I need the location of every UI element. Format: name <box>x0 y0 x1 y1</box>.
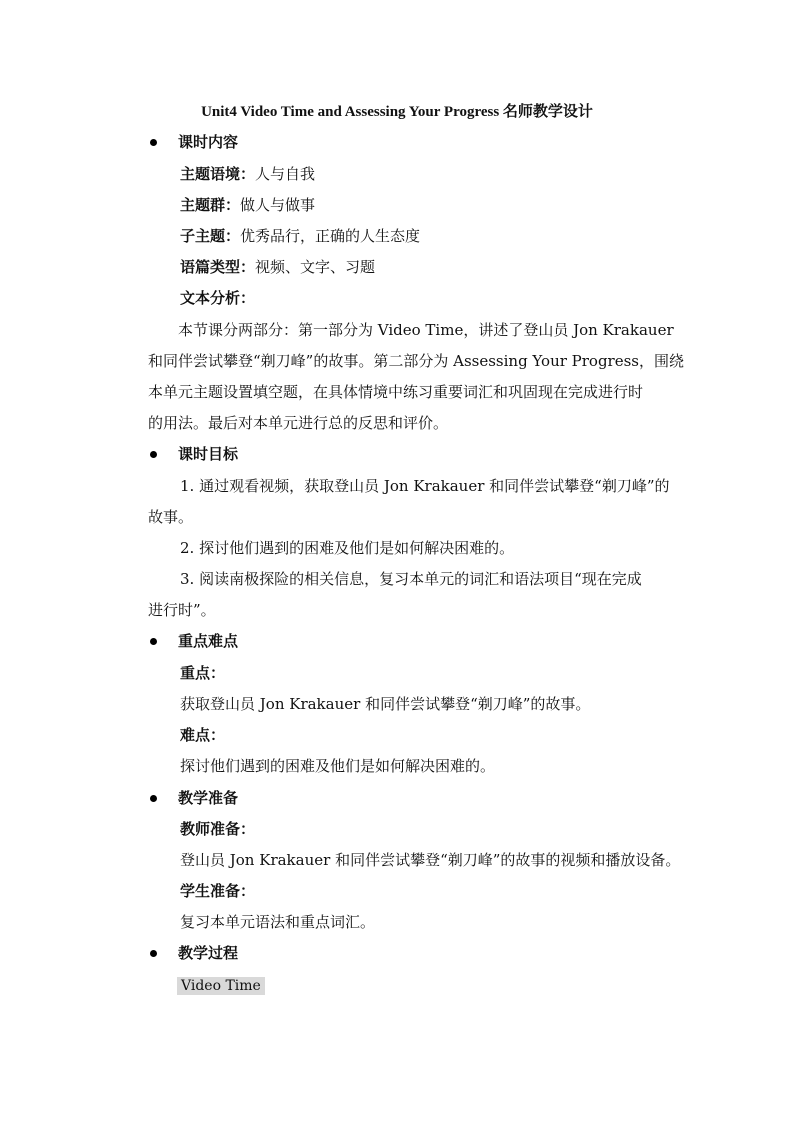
section-heading-content: 课时内容 <box>178 133 239 151</box>
objective-item-1-cont: 故事。 <box>148 508 194 526</box>
key-point-label: 重点： <box>180 664 226 682</box>
sub-theme-row <box>180 225 420 247</box>
difficult-point-label: 难点： <box>180 726 226 744</box>
video-time-highlight: Video Time <box>177 977 265 995</box>
key-point-text: 获取登山员 Jon Krakauer 和同伴尝试攀登“剃刀峰”的故事。 <box>180 695 591 713</box>
student-prep-label: 学生准备： <box>180 882 256 900</box>
objective-item-2: 2. 探讨他们遇到的困难及他们是如何解决困难的。 <box>180 539 515 557</box>
bullet-icon <box>150 638 157 645</box>
theme-context-value: 人与自我 <box>255 165 316 183</box>
text-type-value: 视频、文字、习题 <box>255 258 376 276</box>
bullet-icon <box>150 451 157 458</box>
bullet-icon <box>150 950 157 957</box>
section-heading-objectives: 课时目标 <box>178 445 239 463</box>
bullet-icon <box>150 139 157 146</box>
analysis-line: 本单元主题设置填空题，在具体情境中练习重要词汇和巩固现在完成进行时 <box>148 383 644 401</box>
analysis-line: 的用法。最后对本单元进行总的反思和评价。 <box>148 414 449 432</box>
bullet-icon <box>150 795 157 802</box>
section-heading-process: 教学过程 <box>178 944 239 962</box>
sub-theme-label: 子主题： <box>180 227 241 245</box>
analysis-label: 文本分析： <box>180 289 256 307</box>
objective-item-3: 3. 阅读南极探险的相关信息，复习本单元的词汇和语法项目“现在完成 <box>180 570 642 588</box>
theme-context-row <box>180 163 315 185</box>
document-title: Unit4 Video Time and Assessing Your Progress 名师教学设计 <box>201 104 593 120</box>
text-type-row <box>180 256 375 278</box>
teacher-prep-text: 登山员 Jon Krakauer 和同伴尝试攀登“剃刀峰”的故事的视频和播放设备。 <box>180 851 681 869</box>
sub-theme-value: 优秀品行，正确的人生态度 <box>240 227 421 245</box>
text-type-label: 语篇类型： <box>180 258 256 276</box>
objective-item-3-cont: 进行时”。 <box>148 601 216 619</box>
teacher-prep-label: 教师准备： <box>180 820 256 838</box>
difficult-point-text: 探讨他们遇到的困难及他们是如何解决困难的。 <box>180 757 496 775</box>
theme-group-row <box>180 194 315 216</box>
analysis-line: 本节课分两部分：第一部分为 Video Time，讲述了登山员 Jon Krakauer <box>178 321 674 339</box>
student-prep-text: 复习本单元语法和重点词汇。 <box>180 913 376 931</box>
theme-group-value: 做人与做事 <box>240 196 316 214</box>
process-step <box>177 974 265 997</box>
theme-context-label: 主题语境： <box>180 165 256 183</box>
objective-item-1: 1. 通过观看视频，获取登山员 Jon Krakauer 和同伴尝试攀登“剃刀峰”的 <box>180 477 670 495</box>
section-heading-preparation: 教学准备 <box>178 789 239 807</box>
theme-group-label: 主题群： <box>180 196 241 214</box>
analysis-line: 和同伴尝试攀登“剃刀峰”的故事。第二部分为 Assessing Your Progress，围绕 <box>148 352 685 370</box>
section-heading-key-points: 重点难点 <box>178 632 239 650</box>
